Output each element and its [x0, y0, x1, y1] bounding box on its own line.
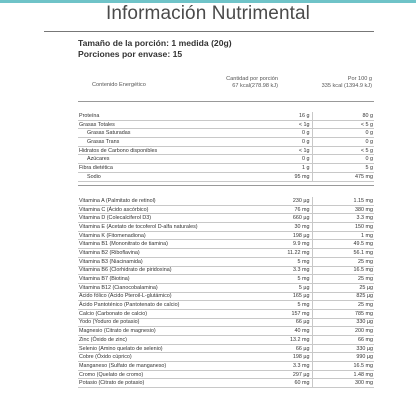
nutrient-name: Manganeso (Sulfato de manganeso) — [78, 362, 266, 371]
amount-per-serving: 3.3 mg — [266, 362, 312, 371]
amount-per-100g: 785 mg — [312, 309, 374, 318]
nutrient-name: Ácido Pantoténico (Pantotenato de calcio) — [78, 301, 266, 310]
nutrient-name: Cromo (Quelato de cromo) — [78, 370, 266, 379]
amount-per-serving: 230 µg — [266, 197, 312, 205]
amount-per-serving: 76 mg — [266, 205, 312, 214]
nutrient-name: Vitamina B3 (Niacinamida) — [78, 257, 266, 266]
serving-size: Tamaño de la porción: 1 medida (20g) — [78, 38, 232, 48]
nutrient-name: Vitamina A (Palmitato de retinol) — [78, 197, 266, 205]
amount-per-100g: 25 mg — [312, 257, 374, 266]
table-row — [78, 266, 374, 275]
macronutrients-table — [78, 112, 374, 182]
title-divider — [44, 31, 374, 32]
nutrient-name: Vitamina B1 (Mononitrato de tiamina) — [78, 240, 266, 249]
per-100g-header — [300, 76, 372, 90]
nutrient-name: Vitamina B2 (Riboflavina) — [78, 249, 266, 258]
amount-per-serving: 11.22 mg — [266, 249, 312, 258]
amount-per-100g: 3.3 mg — [312, 214, 374, 223]
amount-per-serving: 95 mg — [266, 172, 312, 181]
header-divider — [78, 101, 374, 102]
amount-per-serving: 0 g — [266, 138, 312, 147]
amount-per-100g: 330 µg — [312, 344, 374, 353]
amount-per-serving: 165 µg — [266, 292, 312, 301]
nutrient-name: Vitamina E (Acetato de tocoferol D-alfa naturales) — [78, 223, 266, 232]
amount-per-serving: 16 g — [266, 112, 312, 120]
per-serving-energy: 67 kcal(278.98 kJ) — [232, 83, 278, 89]
servings-per-container: Porciones por envase: 15 — [78, 49, 183, 59]
nutrient-name: Calcio (Carbonato de calcio) — [78, 309, 266, 318]
amount-per-100g: 1 mg — [312, 231, 374, 240]
nutrient-name: Vitamina B12 (Cianocobalamina) — [78, 283, 266, 292]
amount-per-100g: 1.15 mg — [312, 197, 374, 205]
amount-per-serving: 0 g — [266, 155, 312, 164]
nutrient-name: Hidratos de Carbono disponibles — [78, 146, 266, 155]
amount-per-serving: 5 mg — [266, 275, 312, 284]
amount-per-100g: 200 mg — [312, 327, 374, 336]
amount-per-serving: 660 µg — [266, 214, 312, 223]
energy-label: Contenido Energético — [92, 82, 146, 88]
amount-per-serving: < 1g — [266, 120, 312, 129]
per-serving-header — [198, 76, 278, 90]
table-row — [78, 275, 374, 284]
table-row — [78, 344, 374, 353]
per-100g-title: Por 100 g — [347, 76, 372, 82]
page-title: Información Nutrimental — [106, 3, 310, 24]
nutrient-name: Sodio — [78, 172, 266, 181]
table-row — [78, 223, 374, 232]
nutrient-name: Vitamina B7 (Biotina) — [78, 275, 266, 284]
amount-per-serving: 40 mg — [266, 327, 312, 336]
table-row — [78, 155, 374, 164]
table-row — [78, 120, 374, 129]
amount-per-100g: 25 µg — [312, 283, 374, 292]
table-row — [78, 283, 374, 292]
amount-per-100g: 150 mg — [312, 223, 374, 232]
table-row — [78, 164, 374, 173]
table-row — [78, 379, 374, 388]
nutrient-name: Cobre (Óxido cúprico) — [78, 353, 266, 362]
per-100g-energy: 335 kcal (1394.9 kJ) — [321, 83, 372, 89]
table-row — [78, 353, 374, 362]
amount-per-serving: 5 µg — [266, 283, 312, 292]
amount-per-100g: 475 mg — [312, 172, 374, 181]
table-row — [78, 146, 374, 155]
table-row — [78, 138, 374, 147]
section-divider — [78, 185, 374, 186]
table-row — [78, 336, 374, 345]
serving-info — [78, 38, 232, 60]
amount-per-100g: 16.5 mg — [312, 362, 374, 371]
table-row — [78, 362, 374, 371]
table-row — [78, 129, 374, 138]
amount-per-serving: 60 mg — [266, 379, 312, 388]
amount-per-serving: 5 mg — [266, 257, 312, 266]
nutrient-name: Zinc (Óxido de zinc) — [78, 336, 266, 345]
table-row — [78, 301, 374, 310]
amount-per-serving: 66 µg — [266, 318, 312, 327]
amount-per-100g: < 5 g — [312, 146, 374, 155]
table-row — [78, 231, 374, 240]
nutrient-name: Vitamina B6 (Clorhidrato de piridoxina) — [78, 266, 266, 275]
amount-per-100g: 66 mg — [312, 336, 374, 345]
amount-per-serving: 30 mg — [266, 223, 312, 232]
amount-per-100g: 300 mg — [312, 379, 374, 388]
per-serving-title: Cantidad por porción — [226, 76, 278, 82]
amount-per-100g: < 5 g — [312, 120, 374, 129]
table-row — [78, 327, 374, 336]
amount-per-serving: 0 g — [266, 129, 312, 138]
amount-per-100g: 0 g — [312, 138, 374, 147]
nutrient-name: Selenio (Amino quelato de selenio) — [78, 344, 266, 353]
table-row — [78, 197, 374, 205]
table-row — [78, 370, 374, 379]
nutrient-name: Grasas Trans — [78, 138, 266, 147]
amount-per-serving: 297 µg — [266, 370, 312, 379]
amount-per-serving: 157 mg — [266, 309, 312, 318]
amount-per-serving: 66 µg — [266, 344, 312, 353]
table-row — [78, 205, 374, 214]
table-row — [78, 257, 374, 266]
nutrient-name: Ácido fólico (Ácido Pteroil-L-glutámico) — [78, 292, 266, 301]
nutrient-name: Vitamina K (Fitomenadiona) — [78, 231, 266, 240]
amount-per-100g: 25 mg — [312, 275, 374, 284]
amount-per-serving: 5 mg — [266, 301, 312, 310]
amount-per-serving: 198 µg — [266, 353, 312, 362]
amount-per-100g: 0 g — [312, 155, 374, 164]
amount-per-100g: 825 µg — [312, 292, 374, 301]
nutrient-name: Potasio (Citrato de potasio) — [78, 379, 266, 388]
amount-per-serving: 198 µg — [266, 231, 312, 240]
table-row — [78, 292, 374, 301]
amount-per-serving: 13.2 mg — [266, 336, 312, 345]
amount-per-100g: 380 mg — [312, 205, 374, 214]
nutrient-name: Fibra dietética — [78, 164, 266, 173]
nutrient-name: Vitamina C (Ácido ascórbico) — [78, 205, 266, 214]
amount-per-100g: 25 mg — [312, 301, 374, 310]
micronutrients-table — [78, 197, 374, 388]
table-row — [78, 309, 374, 318]
table-header — [78, 73, 374, 99]
amount-per-100g: 80 g — [312, 112, 374, 120]
nutrient-name: Magnesio (Citrato de magnesio) — [78, 327, 266, 336]
amount-per-100g: 49.5 mg — [312, 240, 374, 249]
amount-per-100g: 56.1 mg — [312, 249, 374, 258]
nutrient-name: Yodo (Yoduro de potasio) — [78, 318, 266, 327]
nutrient-name: Vitamina D (Colecalciferol D3) — [78, 214, 266, 223]
table-row — [78, 172, 374, 181]
nutrient-name: Proteína — [78, 112, 266, 120]
table-row — [78, 249, 374, 258]
table-row — [78, 318, 374, 327]
amount-per-serving: 3.3 mg — [266, 266, 312, 275]
table-row — [78, 214, 374, 223]
nutrient-name: Grasas Totales — [78, 120, 266, 129]
amount-per-100g: 330 µg — [312, 318, 374, 327]
amount-per-serving: < 1g — [266, 146, 312, 155]
amount-per-serving: 1 g — [266, 164, 312, 173]
table-row — [78, 112, 374, 120]
nutrient-name: Grasas Saturadas — [78, 129, 266, 138]
table-row — [78, 240, 374, 249]
amount-per-100g: 16.5 mg — [312, 266, 374, 275]
amount-per-100g: 1.48 mg — [312, 370, 374, 379]
amount-per-serving: 9.9 mg — [266, 240, 312, 249]
amount-per-100g: 990 µg — [312, 353, 374, 362]
amount-per-100g: 0 g — [312, 129, 374, 138]
amount-per-100g: 5 g — [312, 164, 374, 173]
nutrient-name: Azúcares — [78, 155, 266, 164]
